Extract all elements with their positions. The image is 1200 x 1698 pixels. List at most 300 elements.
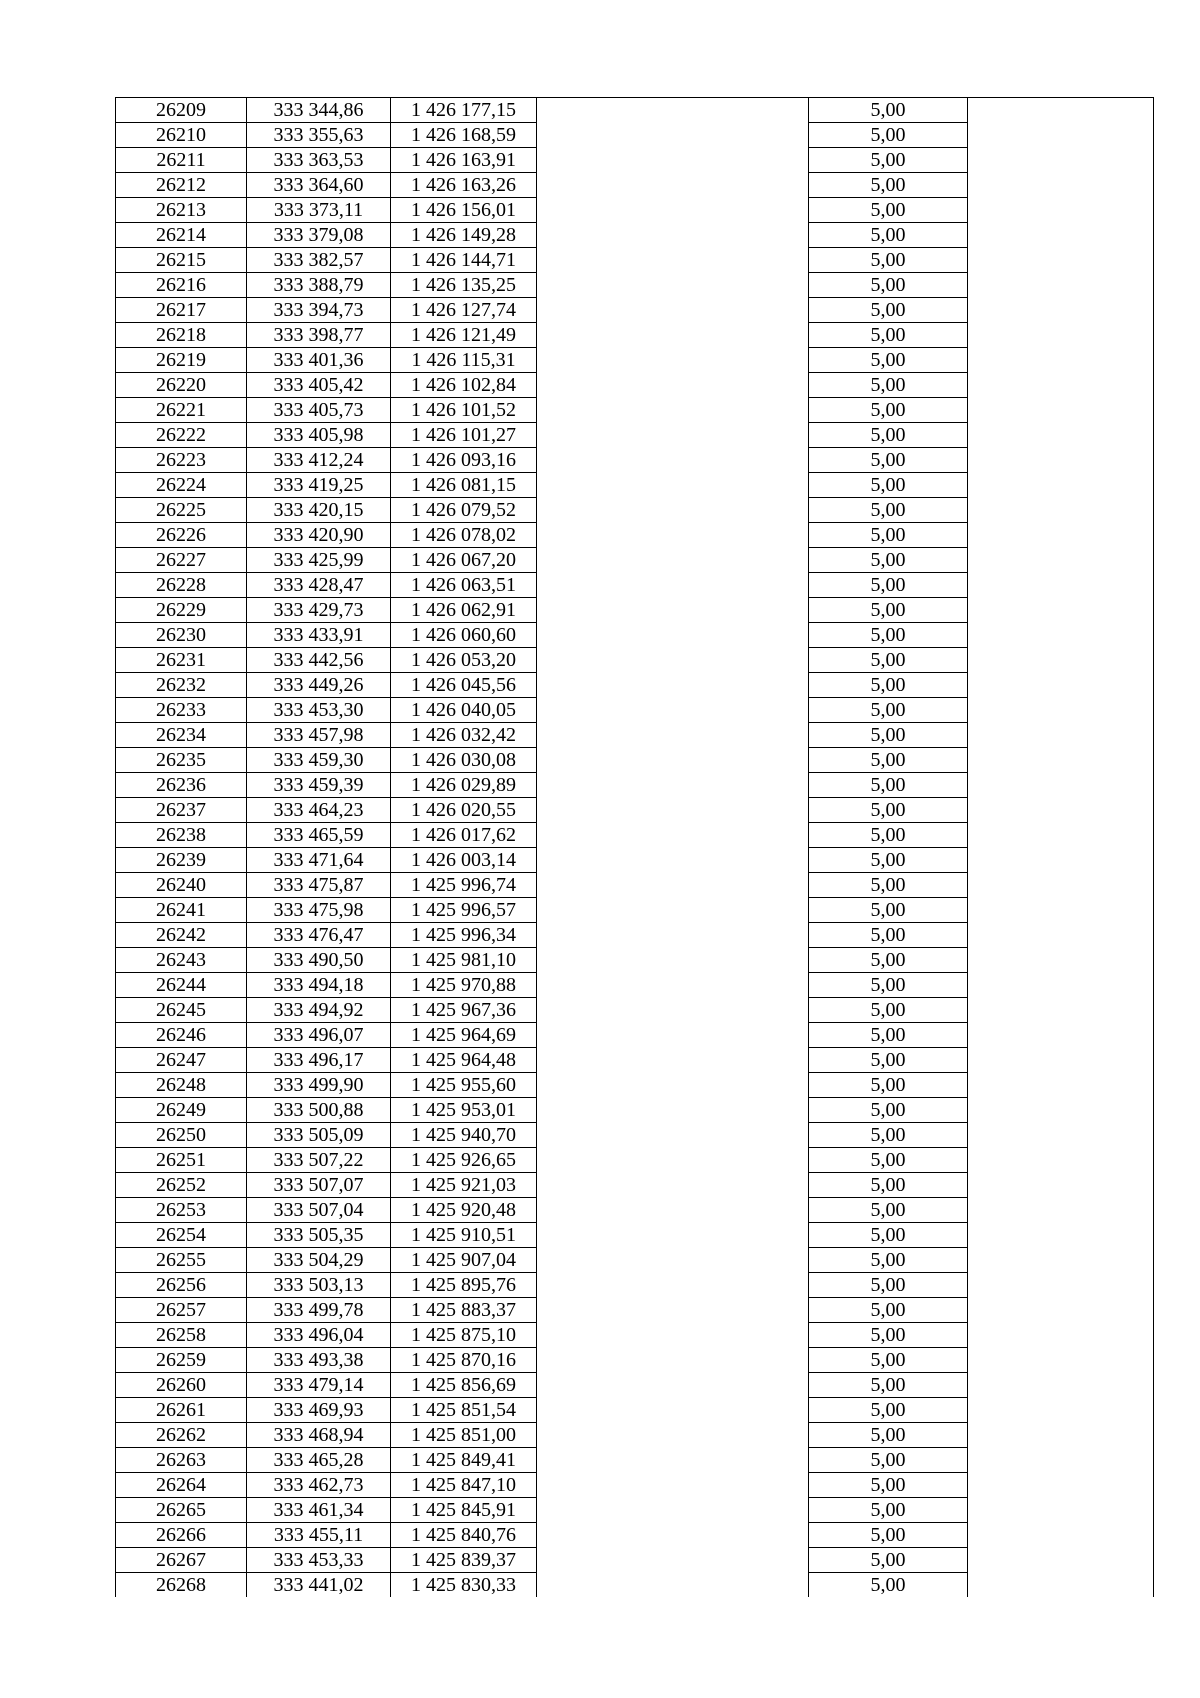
table-row bbox=[116, 873, 1154, 898]
y-coordinate-cell: 1 426 144,71 bbox=[391, 248, 537, 273]
point-number-cell: 26226 bbox=[116, 523, 247, 548]
table-row bbox=[116, 773, 1154, 798]
table-row bbox=[116, 423, 1154, 448]
table-row bbox=[116, 1323, 1154, 1348]
point-number-cell: 26209 bbox=[116, 98, 247, 123]
blank-cell bbox=[968, 548, 1154, 573]
blank-cell bbox=[968, 498, 1154, 523]
table-row bbox=[116, 473, 1154, 498]
table-row bbox=[116, 398, 1154, 423]
table-row bbox=[116, 1573, 1154, 1598]
blank-cell bbox=[968, 473, 1154, 498]
point-number-cell: 26246 bbox=[116, 1023, 247, 1048]
y-coordinate-cell: 1 425 970,88 bbox=[391, 973, 537, 998]
blank-cell bbox=[537, 1023, 809, 1048]
x-coordinate-cell: 333 373,11 bbox=[247, 198, 391, 223]
point-number-cell: 26223 bbox=[116, 448, 247, 473]
x-coordinate-cell: 333 465,28 bbox=[247, 1448, 391, 1473]
table-row bbox=[116, 1448, 1154, 1473]
coordinates-table bbox=[115, 97, 1154, 1597]
blank-cell bbox=[537, 1198, 809, 1223]
y-coordinate-cell: 1 425 996,34 bbox=[391, 923, 537, 948]
y-coordinate-cell: 1 426 163,26 bbox=[391, 173, 537, 198]
blank-cell bbox=[537, 1323, 809, 1348]
blank-cell bbox=[537, 1073, 809, 1098]
blank-cell bbox=[968, 1523, 1154, 1548]
blank-cell bbox=[968, 1273, 1154, 1298]
value-cell: 5,00 bbox=[809, 423, 968, 448]
value-cell: 5,00 bbox=[809, 223, 968, 248]
point-number-cell: 26216 bbox=[116, 273, 247, 298]
table-row bbox=[116, 1223, 1154, 1248]
x-coordinate-cell: 333 490,50 bbox=[247, 948, 391, 973]
blank-cell bbox=[537, 248, 809, 273]
table-row bbox=[116, 598, 1154, 623]
point-number-cell: 26221 bbox=[116, 398, 247, 423]
x-coordinate-cell: 333 405,98 bbox=[247, 423, 391, 448]
y-coordinate-cell: 1 426 177,15 bbox=[391, 98, 537, 123]
blank-cell bbox=[537, 348, 809, 373]
value-cell: 5,00 bbox=[809, 1448, 968, 1473]
value-cell: 5,00 bbox=[809, 448, 968, 473]
point-number-cell: 26213 bbox=[116, 198, 247, 223]
blank-cell bbox=[537, 898, 809, 923]
point-number-cell: 26251 bbox=[116, 1148, 247, 1173]
blank-cell bbox=[537, 448, 809, 473]
y-coordinate-cell: 1 426 045,56 bbox=[391, 673, 537, 698]
value-cell: 5,00 bbox=[809, 98, 968, 123]
blank-cell bbox=[968, 1398, 1154, 1423]
value-cell: 5,00 bbox=[809, 748, 968, 773]
point-number-cell: 26259 bbox=[116, 1348, 247, 1373]
table-row bbox=[116, 723, 1154, 748]
blank-cell bbox=[968, 1148, 1154, 1173]
value-cell: 5,00 bbox=[809, 248, 968, 273]
blank-cell bbox=[537, 548, 809, 573]
x-coordinate-cell: 333 496,07 bbox=[247, 1023, 391, 1048]
y-coordinate-cell: 1 425 926,65 bbox=[391, 1148, 537, 1173]
blank-cell bbox=[968, 1323, 1154, 1348]
blank-cell bbox=[968, 1248, 1154, 1273]
blank-cell bbox=[968, 923, 1154, 948]
blank-cell bbox=[537, 1448, 809, 1473]
point-number-cell: 26248 bbox=[116, 1073, 247, 1098]
value-cell: 5,00 bbox=[809, 1198, 968, 1223]
blank-cell bbox=[968, 1548, 1154, 1573]
x-coordinate-cell: 333 441,02 bbox=[247, 1573, 391, 1598]
value-cell: 5,00 bbox=[809, 323, 968, 348]
blank-cell bbox=[968, 848, 1154, 873]
point-number-cell: 26265 bbox=[116, 1498, 247, 1523]
blank-cell bbox=[968, 148, 1154, 173]
table-row bbox=[116, 198, 1154, 223]
x-coordinate-cell: 333 412,24 bbox=[247, 448, 391, 473]
point-number-cell: 26239 bbox=[116, 848, 247, 873]
blank-cell bbox=[968, 1373, 1154, 1398]
y-coordinate-cell: 1 426 078,02 bbox=[391, 523, 537, 548]
value-cell: 5,00 bbox=[809, 1473, 968, 1498]
table-row bbox=[116, 1548, 1154, 1573]
point-number-cell: 26249 bbox=[116, 1098, 247, 1123]
blank-cell bbox=[537, 123, 809, 148]
x-coordinate-cell: 333 405,73 bbox=[247, 398, 391, 423]
x-coordinate-cell: 333 453,33 bbox=[247, 1548, 391, 1573]
y-coordinate-cell: 1 425 910,51 bbox=[391, 1223, 537, 1248]
value-cell: 5,00 bbox=[809, 798, 968, 823]
value-cell: 5,00 bbox=[809, 348, 968, 373]
x-coordinate-cell: 333 459,39 bbox=[247, 773, 391, 798]
x-coordinate-cell: 333 503,13 bbox=[247, 1273, 391, 1298]
point-number-cell: 26255 bbox=[116, 1248, 247, 1273]
x-coordinate-cell: 333 505,09 bbox=[247, 1123, 391, 1148]
y-coordinate-cell: 1 425 981,10 bbox=[391, 948, 537, 973]
value-cell: 5,00 bbox=[809, 273, 968, 298]
point-number-cell: 26228 bbox=[116, 573, 247, 598]
blank-cell bbox=[537, 823, 809, 848]
x-coordinate-cell: 333 468,94 bbox=[247, 1423, 391, 1448]
table-row bbox=[116, 948, 1154, 973]
table-row bbox=[116, 1523, 1154, 1548]
y-coordinate-cell: 1 426 081,15 bbox=[391, 473, 537, 498]
value-cell: 5,00 bbox=[809, 598, 968, 623]
x-coordinate-cell: 333 382,57 bbox=[247, 248, 391, 273]
table-row bbox=[116, 123, 1154, 148]
blank-cell bbox=[537, 173, 809, 198]
blank-cell bbox=[537, 948, 809, 973]
x-coordinate-cell: 333 500,88 bbox=[247, 1098, 391, 1123]
y-coordinate-cell: 1 426 093,16 bbox=[391, 448, 537, 473]
y-coordinate-cell: 1 426 003,14 bbox=[391, 848, 537, 873]
point-number-cell: 26258 bbox=[116, 1323, 247, 1348]
table-row bbox=[116, 98, 1154, 123]
table-row bbox=[116, 173, 1154, 198]
blank-cell bbox=[537, 873, 809, 898]
table-row bbox=[116, 498, 1154, 523]
blank-cell bbox=[537, 323, 809, 348]
value-cell: 5,00 bbox=[809, 773, 968, 798]
x-coordinate-cell: 333 455,11 bbox=[247, 1523, 391, 1548]
table-row bbox=[116, 273, 1154, 298]
table-row bbox=[116, 1273, 1154, 1298]
point-number-cell: 26236 bbox=[116, 773, 247, 798]
point-number-cell: 26264 bbox=[116, 1473, 247, 1498]
value-cell: 5,00 bbox=[809, 198, 968, 223]
x-coordinate-cell: 333 457,98 bbox=[247, 723, 391, 748]
y-coordinate-cell: 1 425 967,36 bbox=[391, 998, 537, 1023]
blank-cell bbox=[968, 1348, 1154, 1373]
point-number-cell: 26231 bbox=[116, 648, 247, 673]
table-row bbox=[116, 1248, 1154, 1273]
blank-cell bbox=[968, 398, 1154, 423]
blank-cell bbox=[968, 798, 1154, 823]
value-cell: 5,00 bbox=[809, 1073, 968, 1098]
y-coordinate-cell: 1 425 883,37 bbox=[391, 1298, 537, 1323]
blank-cell bbox=[968, 223, 1154, 248]
y-coordinate-cell: 1 426 063,51 bbox=[391, 573, 537, 598]
blank-cell bbox=[968, 823, 1154, 848]
y-coordinate-cell: 1 425 964,48 bbox=[391, 1048, 537, 1073]
x-coordinate-cell: 333 355,63 bbox=[247, 123, 391, 148]
x-coordinate-cell: 333 405,42 bbox=[247, 373, 391, 398]
point-number-cell: 26240 bbox=[116, 873, 247, 898]
y-coordinate-cell: 1 426 127,74 bbox=[391, 298, 537, 323]
blank-cell bbox=[537, 623, 809, 648]
x-coordinate-cell: 333 494,18 bbox=[247, 973, 391, 998]
y-coordinate-cell: 1 425 940,70 bbox=[391, 1123, 537, 1148]
point-number-cell: 26229 bbox=[116, 598, 247, 623]
value-cell: 5,00 bbox=[809, 1348, 968, 1373]
blank-cell bbox=[537, 423, 809, 448]
value-cell: 5,00 bbox=[809, 998, 968, 1023]
point-number-cell: 26242 bbox=[116, 923, 247, 948]
y-coordinate-cell: 1 426 029,89 bbox=[391, 773, 537, 798]
y-coordinate-cell: 1 425 875,10 bbox=[391, 1323, 537, 1348]
value-cell: 5,00 bbox=[809, 848, 968, 873]
x-coordinate-cell: 333 394,73 bbox=[247, 298, 391, 323]
value-cell: 5,00 bbox=[809, 1523, 968, 1548]
value-cell: 5,00 bbox=[809, 523, 968, 548]
y-coordinate-cell: 1 426 053,20 bbox=[391, 648, 537, 673]
value-cell: 5,00 bbox=[809, 1423, 968, 1448]
x-coordinate-cell: 333 496,04 bbox=[247, 1323, 391, 1348]
value-cell: 5,00 bbox=[809, 298, 968, 323]
x-coordinate-cell: 333 479,14 bbox=[247, 1373, 391, 1398]
table-row bbox=[116, 1123, 1154, 1148]
table-row bbox=[116, 1348, 1154, 1373]
point-number-cell: 26230 bbox=[116, 623, 247, 648]
value-cell: 5,00 bbox=[809, 673, 968, 698]
point-number-cell: 26218 bbox=[116, 323, 247, 348]
value-cell: 5,00 bbox=[809, 723, 968, 748]
blank-cell bbox=[968, 1098, 1154, 1123]
blank-cell bbox=[537, 1098, 809, 1123]
table-row bbox=[116, 1173, 1154, 1198]
table-row bbox=[116, 448, 1154, 473]
y-coordinate-cell: 1 425 856,69 bbox=[391, 1373, 537, 1398]
point-number-cell: 26214 bbox=[116, 223, 247, 248]
blank-cell bbox=[968, 198, 1154, 223]
blank-cell bbox=[968, 973, 1154, 998]
blank-cell bbox=[968, 1448, 1154, 1473]
blank-cell bbox=[537, 1148, 809, 1173]
blank-cell bbox=[968, 1423, 1154, 1448]
point-number-cell: 26212 bbox=[116, 173, 247, 198]
table-row bbox=[116, 748, 1154, 773]
x-coordinate-cell: 333 471,64 bbox=[247, 848, 391, 873]
blank-cell bbox=[968, 373, 1154, 398]
blank-cell bbox=[968, 1198, 1154, 1223]
y-coordinate-cell: 1 426 156,01 bbox=[391, 198, 537, 223]
value-cell: 5,00 bbox=[809, 148, 968, 173]
value-cell: 5,00 bbox=[809, 873, 968, 898]
value-cell: 5,00 bbox=[809, 1298, 968, 1323]
y-coordinate-cell: 1 426 101,27 bbox=[391, 423, 537, 448]
y-coordinate-cell: 1 426 060,60 bbox=[391, 623, 537, 648]
value-cell: 5,00 bbox=[809, 1148, 968, 1173]
blank-cell bbox=[968, 723, 1154, 748]
x-coordinate-cell: 333 499,78 bbox=[247, 1298, 391, 1323]
point-number-cell: 26211 bbox=[116, 148, 247, 173]
y-coordinate-cell: 1 425 851,00 bbox=[391, 1423, 537, 1448]
blank-cell bbox=[968, 1023, 1154, 1048]
x-coordinate-cell: 333 461,34 bbox=[247, 1498, 391, 1523]
x-coordinate-cell: 333 420,15 bbox=[247, 498, 391, 523]
value-cell: 5,00 bbox=[809, 648, 968, 673]
point-number-cell: 26220 bbox=[116, 373, 247, 398]
table-row bbox=[116, 1198, 1154, 1223]
blank-cell bbox=[537, 1373, 809, 1398]
y-coordinate-cell: 1 425 964,69 bbox=[391, 1023, 537, 1048]
x-coordinate-cell: 333 379,08 bbox=[247, 223, 391, 248]
table-row bbox=[116, 1298, 1154, 1323]
x-coordinate-cell: 333 494,92 bbox=[247, 998, 391, 1023]
x-coordinate-cell: 333 499,90 bbox=[247, 1073, 391, 1098]
table-row bbox=[116, 573, 1154, 598]
value-cell: 5,00 bbox=[809, 1223, 968, 1248]
table-row bbox=[116, 348, 1154, 373]
blank-cell bbox=[537, 798, 809, 823]
point-number-cell: 26266 bbox=[116, 1523, 247, 1548]
value-cell: 5,00 bbox=[809, 823, 968, 848]
blank-cell bbox=[968, 748, 1154, 773]
point-number-cell: 26247 bbox=[116, 1048, 247, 1073]
blank-cell bbox=[968, 998, 1154, 1023]
blank-cell bbox=[537, 1273, 809, 1298]
blank-cell bbox=[537, 848, 809, 873]
point-number-cell: 26222 bbox=[116, 423, 247, 448]
blank-cell bbox=[537, 648, 809, 673]
x-coordinate-cell: 333 442,56 bbox=[247, 648, 391, 673]
point-number-cell: 26253 bbox=[116, 1198, 247, 1223]
x-coordinate-cell: 333 459,30 bbox=[247, 748, 391, 773]
x-coordinate-cell: 333 493,38 bbox=[247, 1348, 391, 1373]
blank-cell bbox=[537, 673, 809, 698]
blank-cell bbox=[537, 1573, 809, 1598]
point-number-cell: 26244 bbox=[116, 973, 247, 998]
x-coordinate-cell: 333 398,77 bbox=[247, 323, 391, 348]
x-coordinate-cell: 333 476,47 bbox=[247, 923, 391, 948]
value-cell: 5,00 bbox=[809, 173, 968, 198]
table-row bbox=[116, 298, 1154, 323]
blank-cell bbox=[537, 1423, 809, 1448]
table-row bbox=[116, 673, 1154, 698]
blank-cell bbox=[968, 1573, 1154, 1598]
blank-cell bbox=[968, 123, 1154, 148]
y-coordinate-cell: 1 426 079,52 bbox=[391, 498, 537, 523]
table-row bbox=[116, 623, 1154, 648]
value-cell: 5,00 bbox=[809, 623, 968, 648]
point-number-cell: 26238 bbox=[116, 823, 247, 848]
table-row bbox=[116, 323, 1154, 348]
x-coordinate-cell: 333 462,73 bbox=[247, 1473, 391, 1498]
blank-cell bbox=[968, 598, 1154, 623]
table-row bbox=[116, 523, 1154, 548]
table-row bbox=[116, 898, 1154, 923]
value-cell: 5,00 bbox=[809, 398, 968, 423]
y-coordinate-cell: 1 426 102,84 bbox=[391, 373, 537, 398]
table-row bbox=[116, 1048, 1154, 1073]
y-coordinate-cell: 1 425 996,74 bbox=[391, 873, 537, 898]
blank-cell bbox=[537, 1348, 809, 1373]
y-coordinate-cell: 1 425 851,54 bbox=[391, 1398, 537, 1423]
blank-cell bbox=[537, 498, 809, 523]
x-coordinate-cell: 333 363,53 bbox=[247, 148, 391, 173]
table-row bbox=[116, 1473, 1154, 1498]
blank-cell bbox=[968, 248, 1154, 273]
blank-cell bbox=[968, 648, 1154, 673]
point-number-cell: 26219 bbox=[116, 348, 247, 373]
blank-cell bbox=[537, 148, 809, 173]
blank-cell bbox=[968, 1048, 1154, 1073]
blank-cell bbox=[968, 323, 1154, 348]
blank-cell bbox=[968, 448, 1154, 473]
y-coordinate-cell: 1 426 101,52 bbox=[391, 398, 537, 423]
point-number-cell: 26237 bbox=[116, 798, 247, 823]
blank-cell bbox=[537, 223, 809, 248]
blank-cell bbox=[968, 1498, 1154, 1523]
blank-cell bbox=[537, 1473, 809, 1498]
value-cell: 5,00 bbox=[809, 948, 968, 973]
blank-cell bbox=[968, 948, 1154, 973]
blank-cell bbox=[537, 1223, 809, 1248]
x-coordinate-cell: 333 453,30 bbox=[247, 698, 391, 723]
point-number-cell: 26263 bbox=[116, 1448, 247, 1473]
blank-cell bbox=[537, 973, 809, 998]
value-cell: 5,00 bbox=[809, 1323, 968, 1348]
x-coordinate-cell: 333 507,04 bbox=[247, 1198, 391, 1223]
x-coordinate-cell: 333 344,86 bbox=[247, 98, 391, 123]
y-coordinate-cell: 1 426 062,91 bbox=[391, 598, 537, 623]
x-coordinate-cell: 333 505,35 bbox=[247, 1223, 391, 1248]
y-coordinate-cell: 1 426 067,20 bbox=[391, 548, 537, 573]
blank-cell bbox=[968, 698, 1154, 723]
x-coordinate-cell: 333 364,60 bbox=[247, 173, 391, 198]
point-number-cell: 26217 bbox=[116, 298, 247, 323]
y-coordinate-cell: 1 426 163,91 bbox=[391, 148, 537, 173]
y-coordinate-cell: 1 425 955,60 bbox=[391, 1073, 537, 1098]
blank-cell bbox=[537, 1298, 809, 1323]
table-body bbox=[116, 98, 1154, 1598]
blank-cell bbox=[968, 1298, 1154, 1323]
blank-cell bbox=[537, 1123, 809, 1148]
y-coordinate-cell: 1 425 921,03 bbox=[391, 1173, 537, 1198]
blank-cell bbox=[968, 1223, 1154, 1248]
x-coordinate-cell: 333 419,25 bbox=[247, 473, 391, 498]
blank-cell bbox=[968, 873, 1154, 898]
blank-cell bbox=[968, 1073, 1154, 1098]
blank-cell bbox=[968, 98, 1154, 123]
blank-cell bbox=[968, 1123, 1154, 1148]
x-coordinate-cell: 333 433,91 bbox=[247, 623, 391, 648]
blank-cell bbox=[968, 523, 1154, 548]
y-coordinate-cell: 1 426 040,05 bbox=[391, 698, 537, 723]
blank-cell bbox=[968, 898, 1154, 923]
value-cell: 5,00 bbox=[809, 1573, 968, 1598]
point-number-cell: 26261 bbox=[116, 1398, 247, 1423]
point-number-cell: 26256 bbox=[116, 1273, 247, 1298]
blank-cell bbox=[537, 773, 809, 798]
point-number-cell: 26241 bbox=[116, 898, 247, 923]
blank-cell bbox=[537, 298, 809, 323]
blank-cell bbox=[537, 1173, 809, 1198]
y-coordinate-cell: 1 425 870,16 bbox=[391, 1348, 537, 1373]
y-coordinate-cell: 1 425 996,57 bbox=[391, 898, 537, 923]
blank-cell bbox=[537, 198, 809, 223]
blank-cell bbox=[968, 673, 1154, 698]
table-row bbox=[116, 1023, 1154, 1048]
point-number-cell: 26215 bbox=[116, 248, 247, 273]
point-number-cell: 26268 bbox=[116, 1573, 247, 1598]
